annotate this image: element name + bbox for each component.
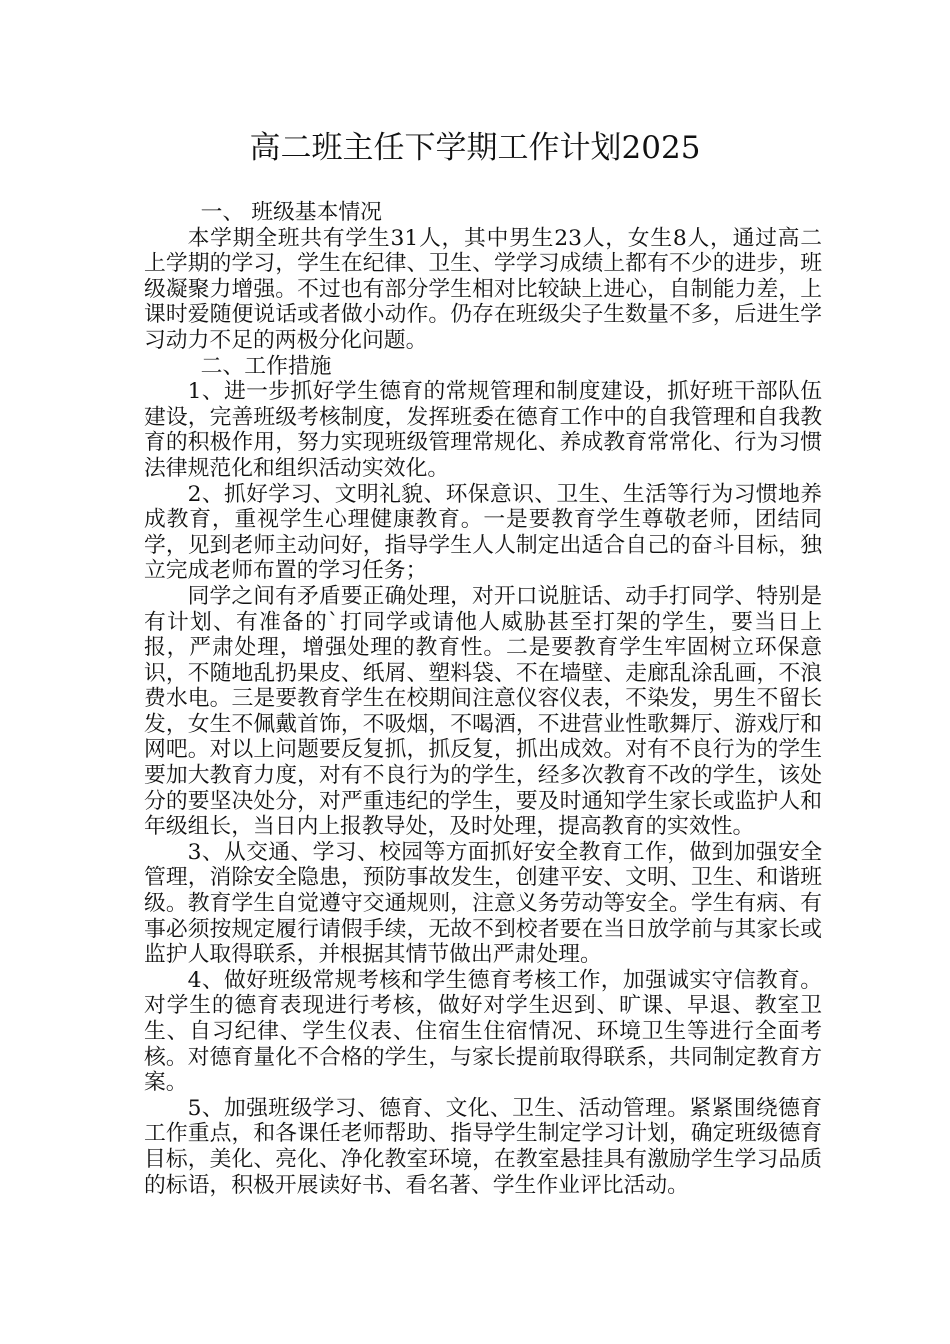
document-title: 高二班主任下学期工作计划2025 bbox=[249, 130, 701, 166]
paragraph-measure-4: 4、做好班级常规考核和学生德育考核工作，加强诚实守信教育。对学生的德育表现进行考核，做好对学生迟到、旷课、早退、教室卫生、自习纪律、学生仪表、住宿生住宿情况、环境卫生等进行全面考核。对德育量化不合格的学生，与家长提前取得联系，共同制定教育方案。 bbox=[144, 967, 822, 1096]
paragraph-measure-2-continued: 同学之间有矛盾要正确处理，对开口说脏话、动手打同学、特别是有计划、有准备的`打同学或请他人威胁甚至打架的学生，要当日上报，严肃处理，增强处理的教育性。二是要教育学生牢固树立环保意识，不随地乱扔果皮、纸屑、塑料袋、不在墙壁、走廊乱涂乱画，不浪费水电。三是要教育学生在校期间注意仪容仪表，不染发，男生不留长发，女生不佩戴首饰，不吸烟，不喝酒，不进营业性歌舞厅、游戏厅和网吧。对以上问题要反复抓，抓反复，抓出成效。对有不良行为的学生要加大教育力度，对有不良行为的学生，经多次教育不改的学生，该处分的要坚决处分，对严重违纪的学生，要及时通知学生家长或监护人和年级组长，当日内上报教导处，及时处理，提高教育的实效性。 bbox=[144, 583, 822, 840]
paragraph-class-overview: 本学期全班共有学生31人，其中男生23人，女生8人，通过高二上学期的学习，学生在纪律、卫生、学学习成绩上都有不少的进步，班级凝聚力增强。不过也有部分学生相对比较缺上进心，自制能力差，上课时爱随便说话或者做小动作。仍存在班级尖子生数量不多，后进生学习动力不足的两极分化问题。 bbox=[144, 225, 822, 353]
document-body bbox=[144, 200, 822, 1198]
paragraph-measure-1: 1、进一步抓好学生德育的常规管理和制度建设，抓好班干部队伍建设，完善班级考核制度，发挥班委在德育工作中的自我管理和自我教育的积极作用，努力实现班级管理常规化、养成教育常常化、行为习惯法律规范化和组织活动实效化。 bbox=[144, 379, 822, 481]
section-heading-basic-info: 一、 班级基本情况 bbox=[200, 200, 382, 225]
section-heading-measures: 二、工作措施 bbox=[200, 353, 332, 379]
paragraph-measure-3: 3、从交通、学习、校园等方面抓好安全教育工作，做到加强安全管理，消除安全隐患，预防事故发生，创建平安、文明、卫生、和谐班级。教育学生自觉遵守交通规则，注意义务劳动等安全。学生有病、有事必须按规定履行请假手续，无故不到校者要在当日放学前与其家长或监护人取得联系，并根据其情节做出严肃处理。 bbox=[144, 839, 822, 968]
paragraph-measure-2: 2、抓好学习、文明礼貌、环保意识、卫生、生活等行为习惯地养成教育，重视学生心理健康教育。一是要教育学生尊敬老师，团结同学，见到老师主动问好，指导学生人人制定出适合自己的奋斗目标，独立完成老师布置的学习任务； bbox=[144, 481, 822, 584]
paragraph-measure-5: 5、加强班级学习、德育、文化、卫生、活动管理。紧紧围绕德育工作重点，和各课任老师帮助、指导学生制定学习计划，确定班级德育目标，美化、亮化、净化教室环境，在教室悬挂具有激励学生学习品质的标语，积极开展读好书、看名著、学生作业评比活动。 bbox=[144, 1095, 822, 1198]
